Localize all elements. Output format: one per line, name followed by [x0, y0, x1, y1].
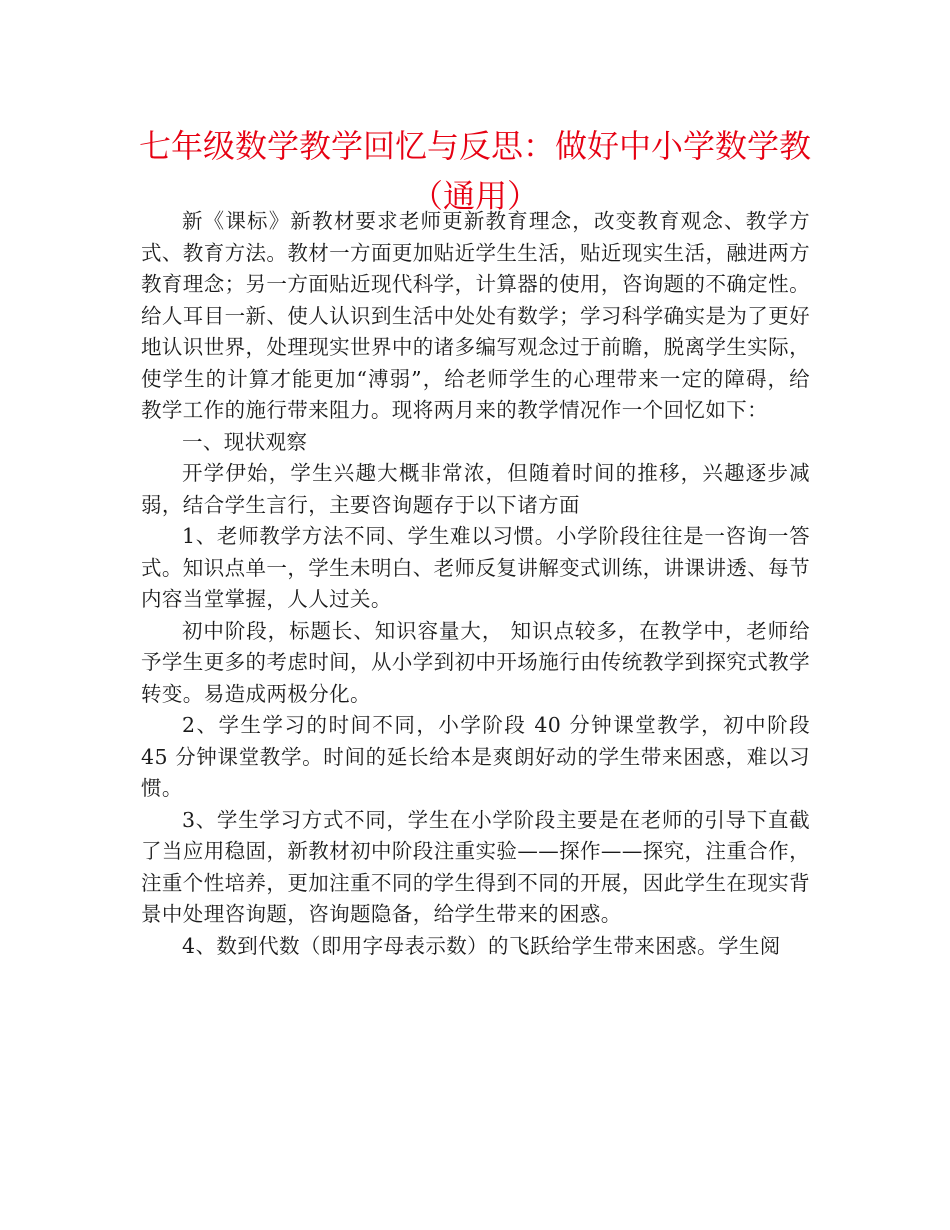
paragraph-point-1: 1、老师教学方法不同、学生难以习惯。小学阶段往往是一咨询一答式。知识点单一，学生未明白、老师反复讲解变式训练，讲课讲透、每节内容当堂掌握，人人过关。 [141, 524, 810, 611]
paragraph-intro: 新《课标》新教材要求老师更新教育理念，改变教育观念、教学方式、教育方法。教材一方面更加贴近学生生活，贴近现实生活，融进两方教育理念；另一方面贴近现代科学，计算器的使用，咨询题的不确定性。给人耳目一新、使人认识到生活中处处有数学；学习科学确实是为了更好地认识世界，处理现实世界中的诸多编写观念过于前瞻，脱离学生实际，使学生的计算才能更加“溥弱”，给老师学生的心理带来一定的障碍，给教学工作的施行带来阻力。现将两月来的教学情况作一个回忆如下： [141, 209, 810, 422]
paragraph-junior-stage: 初中阶段，标题长、知识容量大， 知识点较多，在教学中，老师给予学生更多的考虑时间，从小学到初中开场施行由传统教学到探究式教学转变。易造成两极分化。 [141, 618, 810, 706]
paragraph-point-4: 4、数到代数（即用字母表示数）的飞跃给学生带来困惑。学生阅 [182, 933, 781, 958]
paragraph-point-3: 3、学生学习方式不同，学生在小学阶段主要是在老师的引导下直截了当应用稳固，新教材初中阶段注重实验——探作——探究，注重合作，注重个性培养，更加注重不同的学生得到不同的开展，因此学生在现实背景中处理咨询题，咨询题隐备，给学生带来的困惑。 [141, 807, 810, 926]
document-body [141, 206, 810, 962]
title-line-2: （通用） [410, 177, 539, 215]
paragraph-status-observation: 开学伊始，学生兴趣大概非常浓，但随着时间的推移，兴趣逐步减弱，结合学生言行，主要咨询题存于以下诸方面 [141, 461, 810, 517]
section-heading-status: 一、现状观察 [182, 429, 308, 454]
paragraph-point-2: 2、学生学习的时间不同，小学阶段 40 分钟课堂教学，初中阶段 45 分钟课堂教学。时间的延长给本是爽朗好动的学生带来困惑，难以习惯。 [141, 713, 810, 800]
title-line-1: 七年级数学教学回忆与反思：做好中小学数学教 [138, 127, 811, 165]
